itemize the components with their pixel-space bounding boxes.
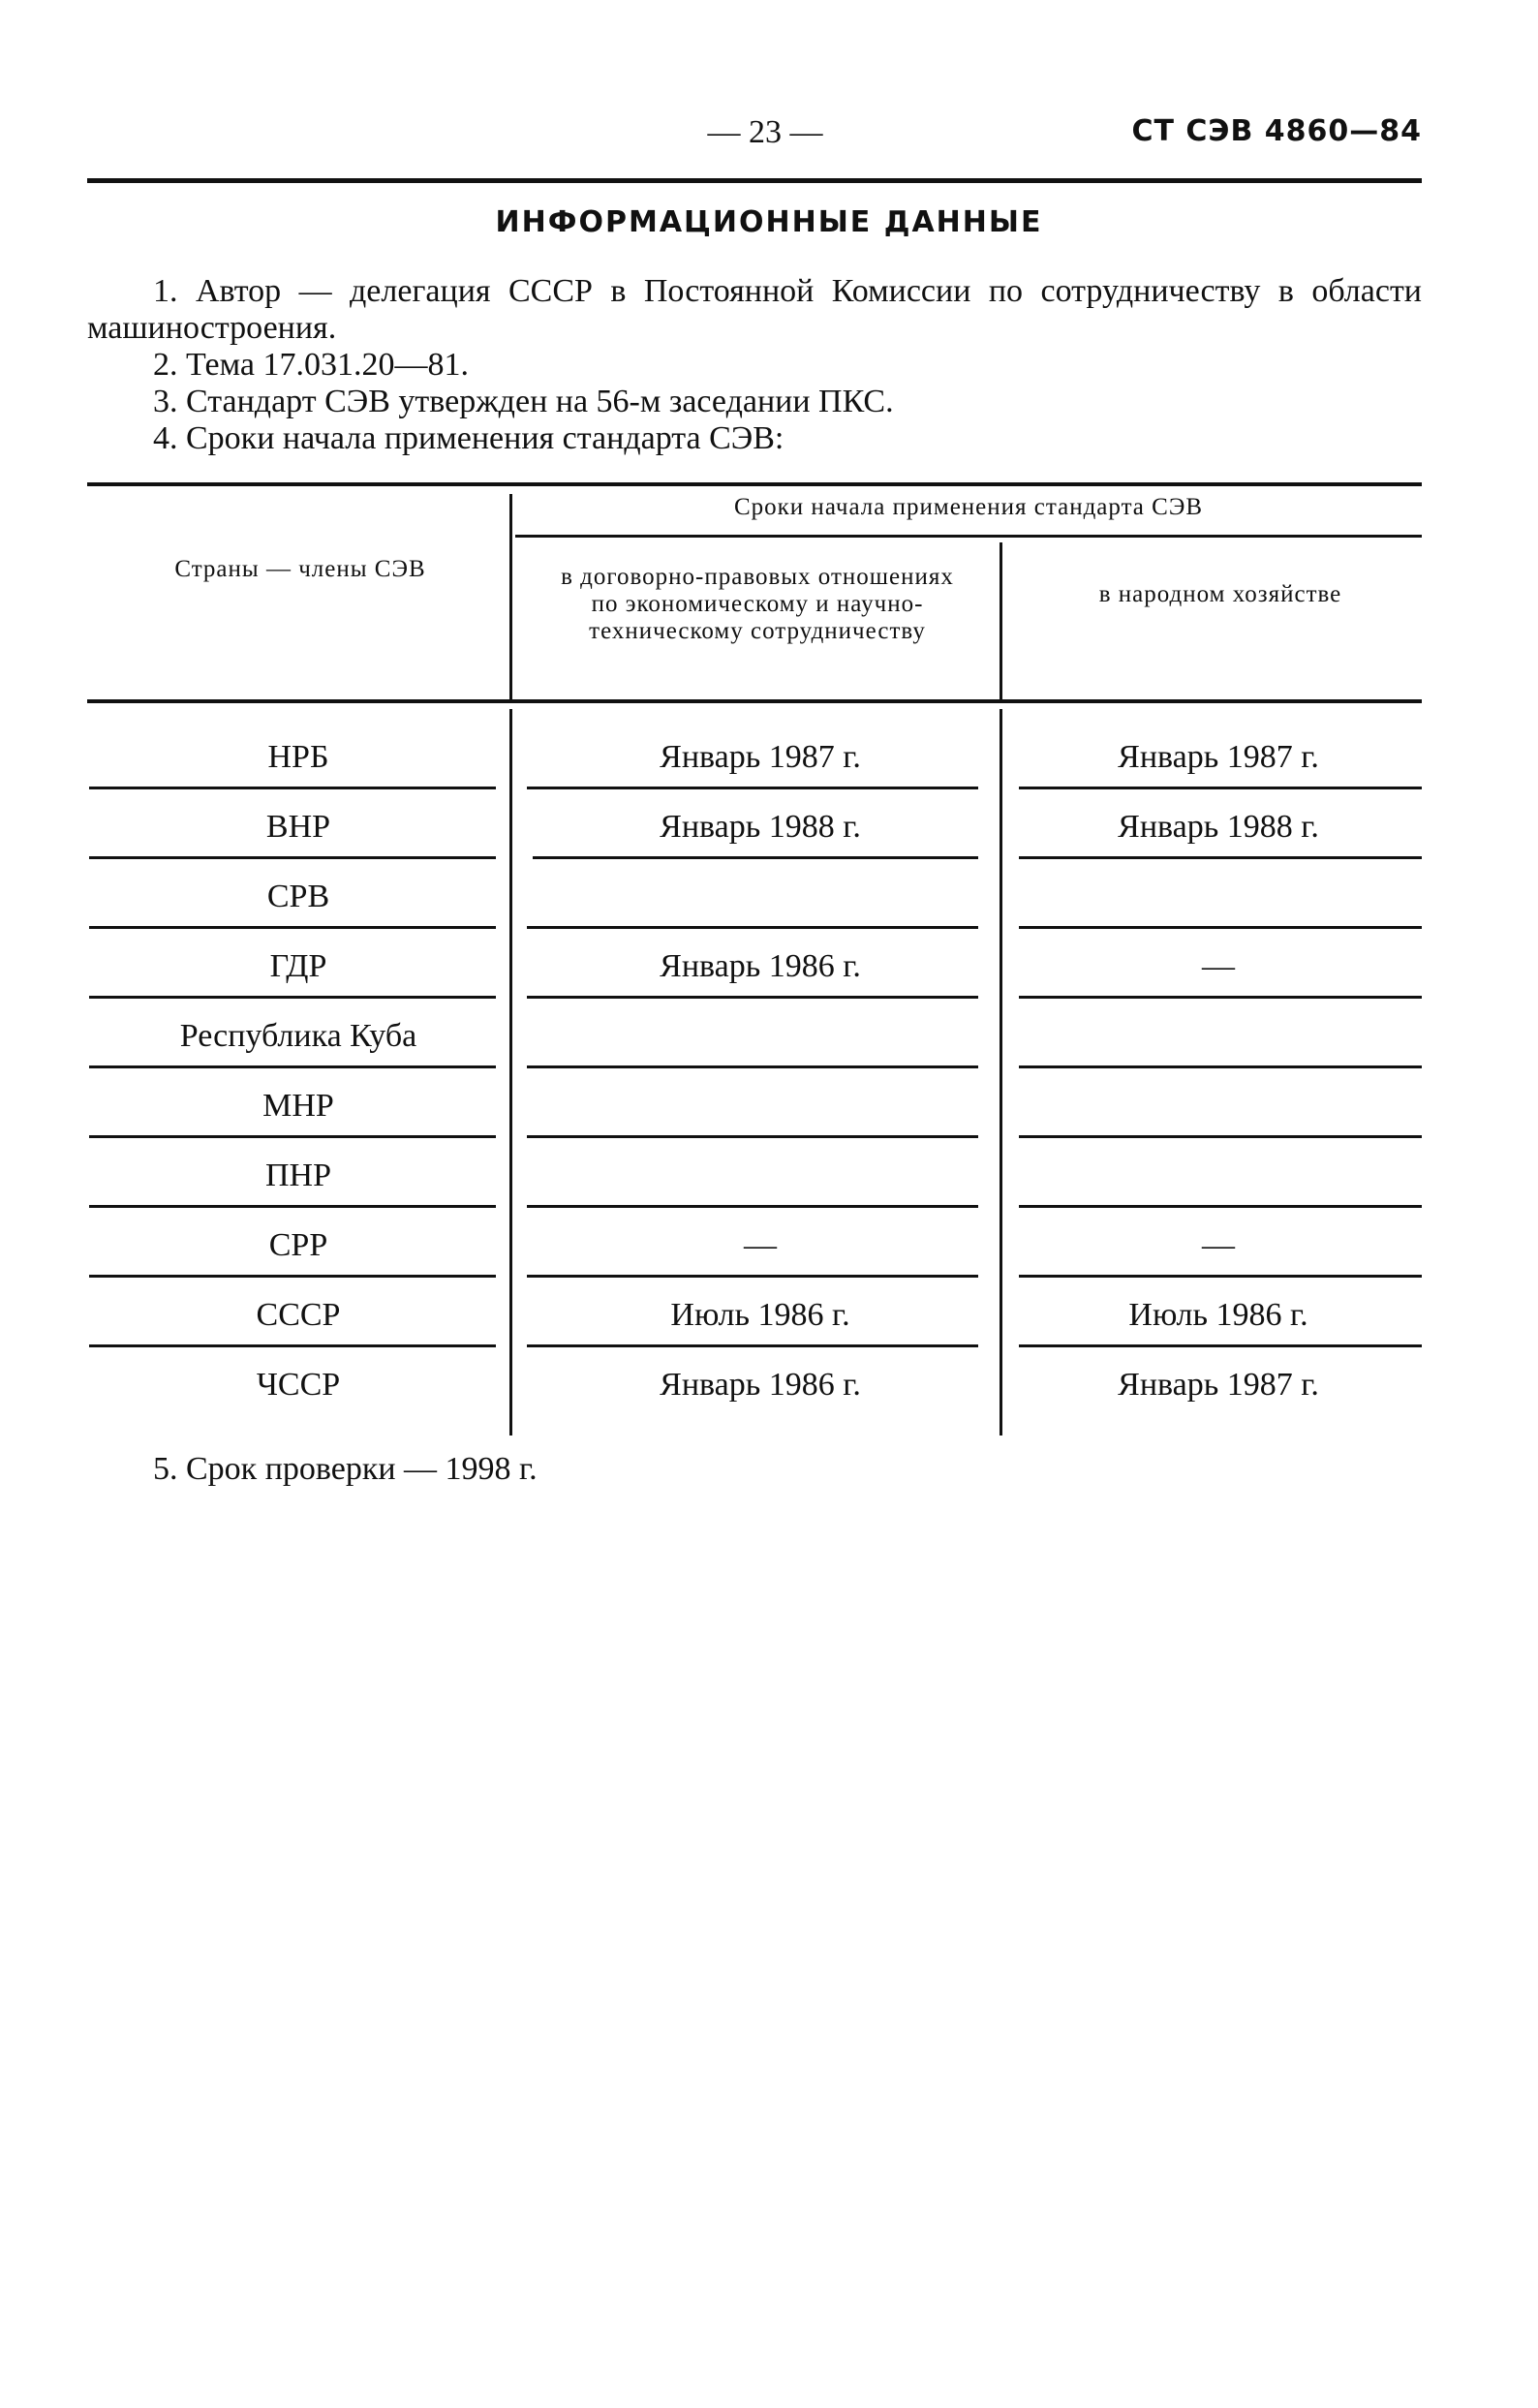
row-rule-country bbox=[89, 1275, 496, 1278]
info-item-approval: 3. Стандарт СЭВ утвержден на 56-м заседании ПКС. bbox=[153, 384, 894, 419]
country-cell: СРР bbox=[268, 1227, 328, 1263]
contract-column-header: в договорно-правовых отношениях по экономическому и научно-техническому сотрудничеству bbox=[561, 564, 954, 644]
info-item-review: 5. Срок проверки — 1998 г. bbox=[153, 1451, 538, 1487]
country-cell: ВНР bbox=[265, 809, 331, 845]
table-row bbox=[87, 1211, 1422, 1281]
country-cell: МНР bbox=[262, 1088, 334, 1124]
country-cell: СРВ bbox=[266, 879, 330, 914]
economy-date-cell bbox=[1015, 1071, 1422, 1141]
contract-date-cell: — bbox=[744, 1227, 777, 1263]
country-cell: Республика Куба bbox=[179, 1018, 417, 1054]
table-row bbox=[87, 1141, 1422, 1211]
row-rule-economy bbox=[1019, 996, 1422, 999]
table-top-rule bbox=[87, 482, 1422, 486]
info-item-dates: 4. Сроки начала применения стандарта СЭВ: bbox=[153, 420, 784, 456]
row-rule-contract bbox=[527, 1205, 978, 1208]
group-header: Сроки начала применения стандарта СЭВ bbox=[733, 494, 1203, 520]
row-rule-economy bbox=[1019, 926, 1422, 929]
contract-date-cell: Январь 1986 г. bbox=[660, 1367, 861, 1403]
row-rule-country bbox=[89, 787, 496, 789]
row-rule-country bbox=[89, 926, 496, 929]
row-rule-contract bbox=[527, 926, 978, 929]
row-rule-economy bbox=[1019, 1344, 1422, 1347]
economy-date-cell: Январь 1988 г. bbox=[1118, 809, 1319, 845]
row-rule-economy bbox=[1019, 1205, 1422, 1208]
country-column-header: Страны — члены СЭВ bbox=[174, 556, 426, 582]
contract-date-cell: Январь 1988 г. bbox=[660, 809, 861, 845]
section-title: ИНФОРМАЦИОННЫЕ ДАННЫЕ bbox=[495, 205, 1043, 239]
header-col-divider-2 bbox=[1000, 542, 1002, 701]
country-cell: ЧССР bbox=[256, 1367, 341, 1403]
table-row bbox=[87, 723, 1422, 792]
table-row bbox=[87, 862, 1422, 932]
country-cell: ПНР bbox=[264, 1158, 332, 1193]
economy-date-cell: — bbox=[1202, 1227, 1235, 1263]
table-row bbox=[87, 1002, 1422, 1071]
row-rule-country bbox=[89, 996, 496, 999]
header-col-divider-1 bbox=[509, 494, 512, 701]
contract-date-cell: Июль 1986 г. bbox=[670, 1297, 850, 1333]
contract-date-cell bbox=[525, 862, 996, 932]
page-number: — 23 — bbox=[707, 114, 823, 150]
group-header-rule bbox=[515, 535, 1422, 538]
economy-date-cell: Январь 1987 г. bbox=[1118, 739, 1319, 775]
row-rule-country bbox=[89, 1065, 496, 1068]
table-row bbox=[87, 932, 1422, 1002]
contract-date-cell: Январь 1987 г. bbox=[660, 739, 861, 775]
table-row bbox=[87, 1071, 1422, 1141]
country-cell: ГДР bbox=[269, 948, 327, 984]
row-rule-country bbox=[89, 856, 496, 859]
info-item-author: 1. Автор — делегация СССР в Постоянной Комиссии по сотрудничеству в области машиностроения. bbox=[87, 273, 1422, 346]
economy-date-cell bbox=[1015, 1141, 1422, 1211]
contract-date-cell bbox=[525, 1141, 996, 1211]
economy-column-header: в народном хозяйстве bbox=[1098, 581, 1342, 607]
row-rule-economy bbox=[1019, 1275, 1422, 1278]
document-code: СТ СЭВ 4860—84 bbox=[1131, 114, 1422, 148]
contract-date-cell: Январь 1986 г. bbox=[660, 948, 861, 984]
contract-date-cell bbox=[525, 1071, 996, 1141]
row-rule-economy bbox=[1019, 1065, 1422, 1068]
table-row bbox=[87, 1350, 1422, 1420]
country-cell: СССР bbox=[256, 1297, 341, 1333]
row-rule-country bbox=[89, 1344, 496, 1347]
economy-date-cell bbox=[1015, 862, 1422, 932]
economy-date-cell: — bbox=[1202, 948, 1235, 984]
economy-date-cell: Январь 1987 г. bbox=[1118, 1367, 1319, 1403]
row-rule-contract bbox=[533, 856, 978, 859]
row-rule-economy bbox=[1019, 787, 1422, 789]
country-cell: НРБ bbox=[267, 739, 329, 775]
row-rule-contract bbox=[527, 996, 978, 999]
table-row bbox=[87, 1281, 1422, 1350]
header-bottom-rule bbox=[87, 699, 1422, 703]
info-items bbox=[87, 273, 1422, 457]
row-rule-economy bbox=[1019, 1135, 1422, 1138]
header-rule bbox=[87, 178, 1422, 183]
row-rule-contract bbox=[527, 1135, 978, 1138]
row-rule-contract bbox=[527, 787, 978, 789]
row-rule-country bbox=[89, 1135, 496, 1138]
row-rule-country bbox=[89, 1205, 496, 1208]
table-row bbox=[87, 792, 1422, 862]
contract-date-cell bbox=[525, 1002, 996, 1071]
economy-date-cell: Июль 1986 г. bbox=[1128, 1297, 1308, 1333]
row-rule-contract bbox=[527, 1065, 978, 1068]
row-rule-economy bbox=[1019, 856, 1422, 859]
row-rule-contract bbox=[527, 1344, 978, 1347]
economy-date-cell bbox=[1015, 1002, 1422, 1071]
info-item-topic: 2. Тема 17.031.20—81. bbox=[153, 347, 469, 383]
row-rule-contract bbox=[527, 1275, 978, 1278]
